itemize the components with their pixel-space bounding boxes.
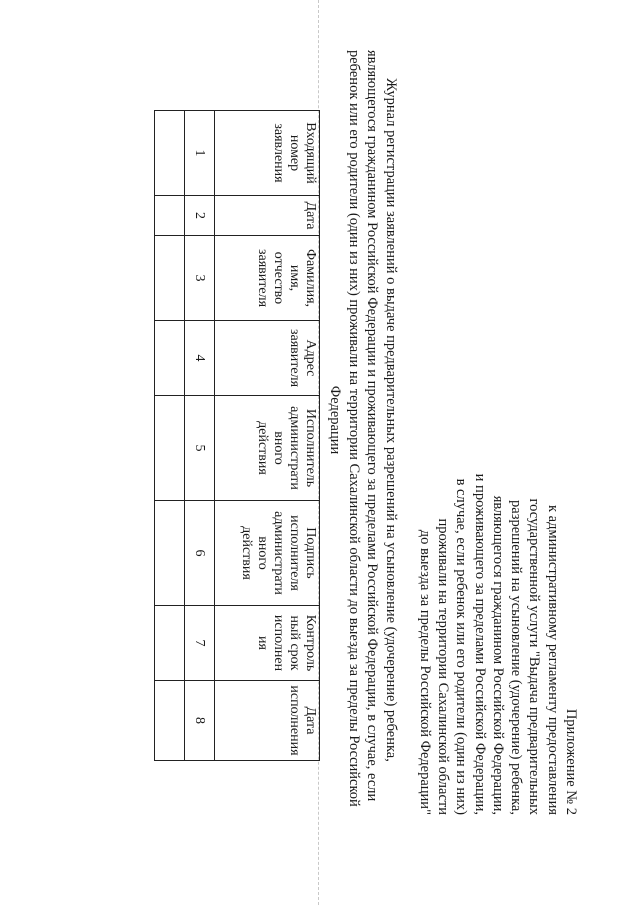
journal-title-line: Журнал регистрации заявлений о выдаче предварительных разрешений на усыновление (удочерение) ребенка, (383, 78, 399, 762)
appendix-line: до выезда за пределы Российской Федерации" (416, 529, 433, 815)
header-executor-signature: Подпись исполнителя администрати вного действия (215, 501, 320, 606)
column-number: 5 (185, 396, 215, 501)
column-number: 2 (185, 196, 215, 236)
header-date: Дата (215, 196, 320, 236)
column-number: 4 (185, 321, 215, 396)
appendix-line: разрешений на усыновление (удочерение) ребенка, (508, 500, 525, 815)
empty-cell (155, 396, 185, 501)
empty-cell (155, 236, 185, 321)
empty-cell (155, 501, 185, 606)
empty-cell (155, 681, 185, 761)
appendix-line: Приложение № 2 (563, 708, 579, 815)
appendix-line: к административному регламенту предоставления (544, 504, 561, 815)
header-control-deadline: Контроль ный срок исполнен ия (215, 606, 320, 681)
journal-title-line: Федерации (327, 385, 344, 455)
header-applicant-name: Фамилия, имя, отчество заявителя (215, 236, 320, 321)
column-number: 7 (185, 606, 215, 681)
column-number: 1 (185, 111, 215, 196)
journal-title-line: являющегося гражданином Российской Федерации и проживающего за пределами Российской Федерации, в случае, если (364, 50, 381, 802)
journal-title-line: ребенок или его родители (один из них) проживали на территории Сахалинской области до выезда за пределы Российской (346, 50, 362, 807)
empty-cell (155, 111, 185, 196)
empty-cell (155, 606, 185, 681)
column-number: 8 (185, 681, 215, 761)
empty-cell (155, 196, 185, 236)
register-table (154, 110, 320, 761)
table-header-row (215, 111, 320, 761)
header-incoming-number: Входящий номер заявления (215, 111, 320, 196)
appendix-line: и проживающего за пределами Российской Федерации, (471, 473, 488, 815)
journal-title (326, 50, 400, 807)
appendix-line: являющегося гражданином Российской Федерации, (489, 495, 506, 815)
header-executor: Исполнитель администрати вного действия (215, 396, 320, 501)
appendix-line: в случае, если ребенок или его родители (один из них) (453, 478, 470, 815)
table-empty-row (155, 111, 185, 761)
appendix-line: проживали на территории Сахалинской области (434, 518, 451, 815)
column-number: 6 (185, 501, 215, 606)
header-execution-date: Дата исполнения (215, 681, 320, 761)
column-number: 3 (185, 236, 215, 321)
table-number-row (185, 111, 215, 761)
header-applicant-address: Адрес заявителя (215, 321, 320, 396)
appendix-line: государственной услуги "Выдача предварительных (526, 498, 543, 815)
appendix-header (415, 255, 580, 815)
empty-cell (155, 321, 185, 396)
